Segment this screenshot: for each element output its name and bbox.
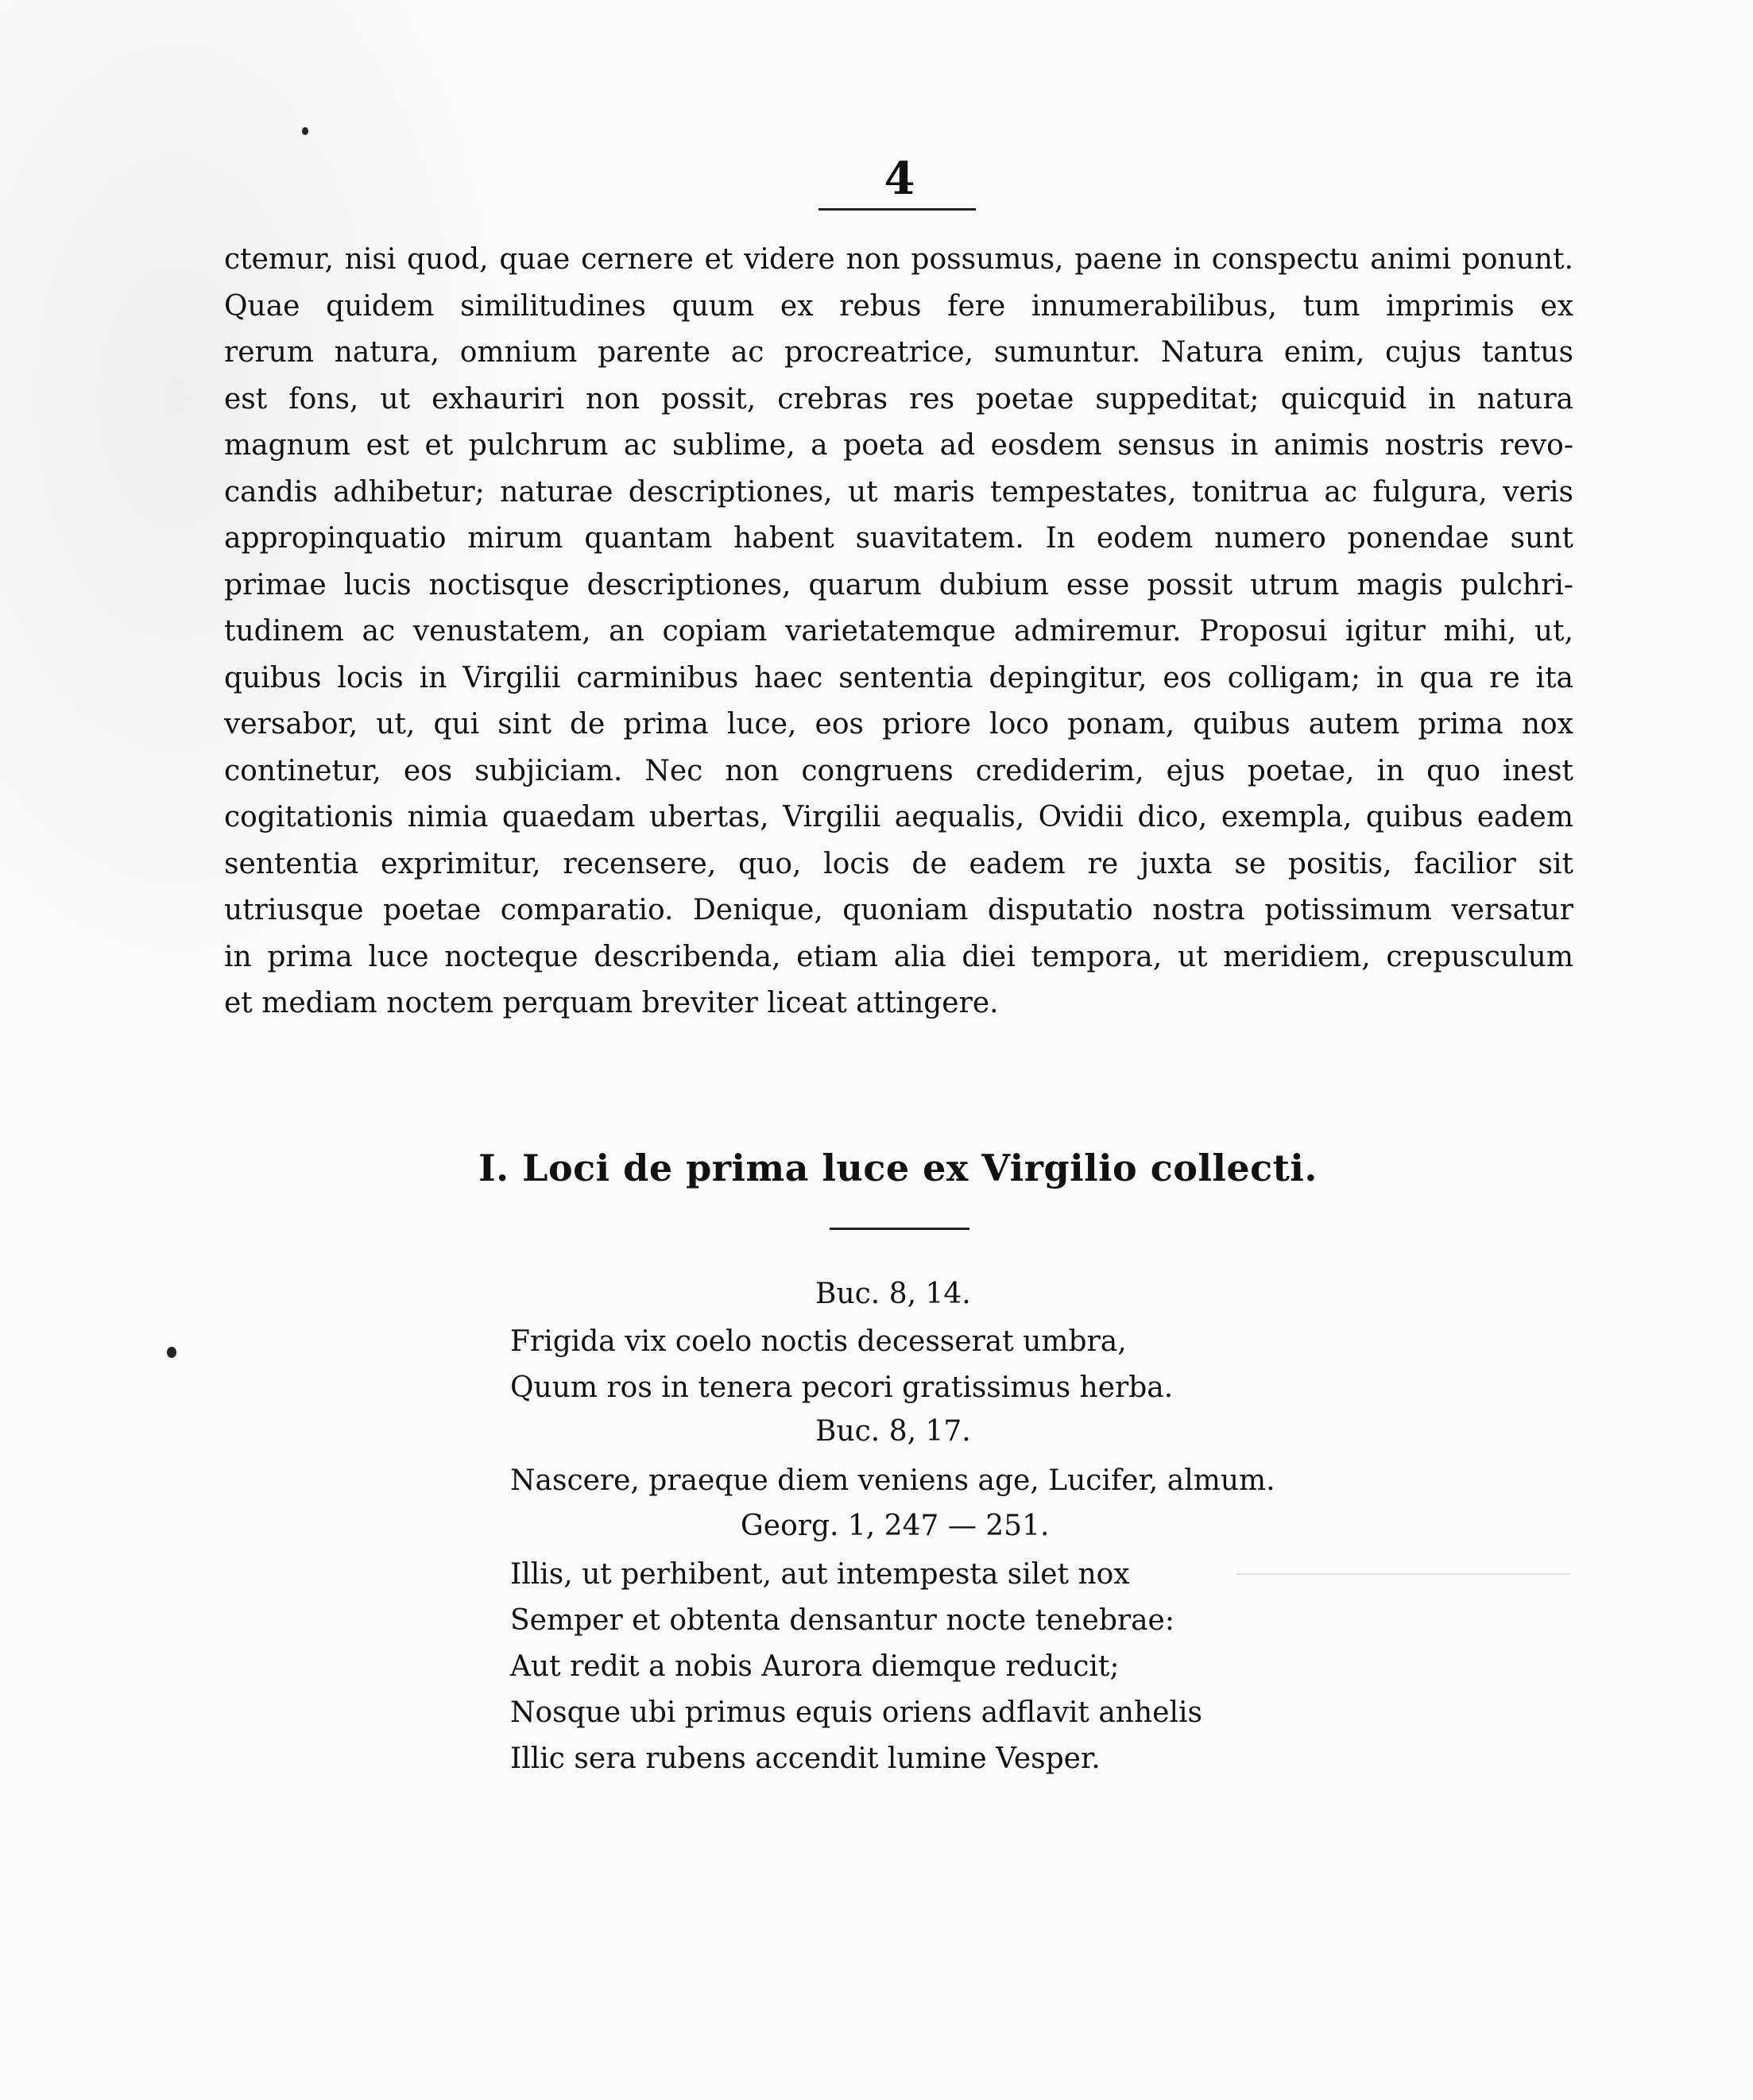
body-line: versabor, ut, qui sint de prima luce, eos priore loco ponam, quibus autem prima nox — [224, 708, 1573, 741]
body-line: continetur, eos subjiciam. Nec non congruens crediderim, ejus poetae, in quo inest — [224, 754, 1573, 787]
citation-buc-8-14: Buc. 8, 14. — [815, 1278, 971, 1310]
citation-buc-8-17: Buc. 8, 17. — [815, 1415, 971, 1448]
verse-line: Nosque ubi primus equis oriens adflavit anhelis — [510, 1696, 1202, 1729]
body-line: ctemur, nisi quod, quae cernere et videre non possumus, paene in conspectu animi ponunt. — [224, 243, 1573, 276]
body-line: utriusque poetae comparatio. Denique, quoniam disputatio nostra potissimum versatur — [224, 894, 1573, 926]
body-line: quibus locis in Virgilii carminibus haec sententia depingitur, eos colligam; in qua re ita — [224, 661, 1573, 694]
verse-line: Frigida vix coelo noctis decesserat umbra, — [510, 1325, 1127, 1358]
page-number: 4 — [884, 153, 915, 205]
verse-line: Quum ros in tenera pecori gratissimus herba. — [510, 1371, 1174, 1404]
body-line: primae lucis noctisque descriptiones, quarum dubium esse possit utrum magis pulchri- — [224, 568, 1573, 601]
body-line: tudinem ac venustatem, an copiam varietatemque admiremur. Proposui igitur mihi, ut, — [224, 615, 1573, 648]
verse-line: Aut redit a nobis Aurora diemque reducit; — [510, 1650, 1120, 1683]
verse-group-buc-8-17 — [510, 1458, 1275, 1504]
verse-group-georg-1-247 — [510, 1552, 1202, 1782]
show-through-rule — [1236, 1573, 1570, 1575]
body-paragraph — [224, 237, 1573, 1027]
body-line: et mediam noctem perquam breviter liceat attingere. — [224, 987, 999, 1019]
body-line: in prima luce nocteque describenda, etiam alia diei tempora, ut meridiem, crepusculum — [224, 940, 1573, 973]
section-heading-rule — [830, 1228, 969, 1230]
page-number-rule — [818, 208, 976, 211]
body-line: est fons, ut exhauriri non possit, crebras res poetae suppeditat; quicquid in natura — [224, 382, 1573, 416]
ink-speck — [167, 1347, 176, 1358]
citation-georg-1-247: Georg. 1, 247 — 251. — [741, 1510, 1050, 1542]
section-heading: I. Loci de prima luce ex Virgilio collecti. — [478, 1147, 1318, 1189]
verse-group-buc-8-14 — [510, 1319, 1173, 1411]
body-line: Quae quidem similitudines quum ex rebus fere innumerabilibus, tum imprimis ex — [224, 289, 1573, 323]
ink-speck — [302, 127, 308, 135]
body-line: candis adhibetur; naturae descriptiones, ut maris tempestates, tonitrua ac fulgura, veris — [224, 475, 1573, 509]
body-line: cogitationis nimia quaedam ubertas, Virgilii aequalis, Ovidii dico, exempla, quibus eadem — [224, 801, 1573, 833]
body-line: magnum est et pulchrum ac sublime, a poeta ad eosdem sensus in animis nostris revo- — [224, 429, 1573, 462]
verse-line: Illis, ut perhibent, aut intempesta silet nox — [510, 1558, 1130, 1591]
verse-line: Nascere, praeque diem veniens age, Lucifer, almum. — [510, 1464, 1275, 1497]
body-line: sententia exprimitur, recensere, quo, locis de eadem re juxta se positis, facilior sit — [224, 847, 1573, 880]
body-line: rerum natura, omnium parente ac procreatrice, sumuntur. Natura enim, cujus tantus — [224, 336, 1573, 369]
body-line: appropinquatio mirum quantam habent suavitatem. In eodem numero ponendae sunt — [224, 522, 1573, 555]
verse-line: Semper et obtenta densantur nocte tenebrae: — [510, 1604, 1174, 1637]
verse-line: Illic sera rubens accendit lumine Vesper. — [510, 1742, 1101, 1775]
